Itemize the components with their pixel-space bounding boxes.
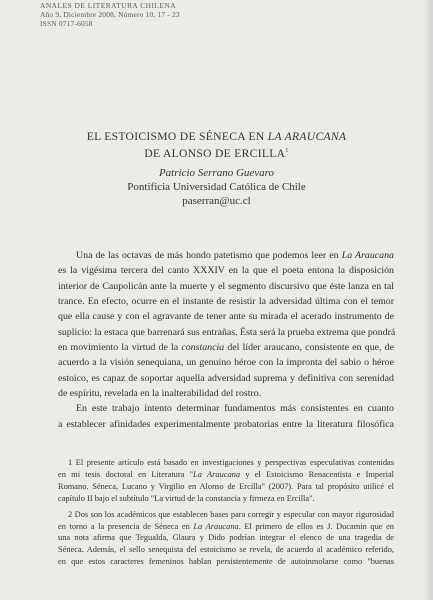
paragraph-2	[58, 401, 394, 432]
text-line	[58, 532, 394, 544]
journal-issn: ISSN 0717-6058	[40, 19, 93, 29]
footnotes	[58, 457, 394, 568]
text-segment: 1 El presente artículo está basado en investigaciones y perspectivas especulativas contenidas	[68, 458, 394, 467]
text-segment: . El primero de ellos es J. Ducamin que en	[238, 521, 394, 531]
article-title	[0, 130, 433, 161]
text-line	[58, 386, 394, 401]
text-line	[58, 248, 394, 263]
text-line	[58, 309, 394, 324]
text-line	[58, 340, 394, 355]
text-segment: es la vigésima tercera del canto XXXIV en la que el poeta entona la disposición	[58, 265, 394, 277]
footnote-1	[58, 457, 394, 505]
text-segment: trance. En efecto, ocurre en el instante de resistir la adversidad última con el temor	[58, 296, 394, 308]
text-segment: a establecer afinidades experimentalmente probatorias entre la literatura filosófica	[58, 418, 394, 430]
title-line-1	[0, 130, 433, 144]
author-name: Patricio Serrano Guevaro	[158, 167, 275, 179]
text-segment: Romano. Séneca, Lucano y Virgilio en Alonso de Ercilla" (2007). Para tal propósito utilicé el	[58, 481, 394, 491]
author-block	[0, 166, 433, 208]
text-segment: en torno a la presencia de Séneca en	[58, 521, 194, 531]
text-segment: estoico, es capaz de soportar aquella adversidad suprema y definitiva con serenidad	[58, 372, 394, 384]
text-segment: en movimiento la virtud de la	[58, 342, 182, 354]
text-line	[58, 544, 394, 556]
text-line	[58, 521, 394, 533]
title-italic-work: LA ARAUCANA	[267, 130, 347, 143]
text-line	[58, 556, 394, 568]
text-line	[58, 325, 394, 340]
paragraph-1	[58, 248, 394, 401]
italic-segment: constancia	[181, 342, 225, 354]
text-segment: del líder araucano, consistente en que, de	[224, 342, 394, 354]
text-line	[58, 493, 394, 505]
text-line	[58, 294, 394, 309]
text-segment: acuerdo a la visión senequiana, un genuino héroe con la impronta del sabio o héroe	[58, 357, 394, 369]
text-line	[58, 371, 394, 386]
journal-issue: Año 9, Diciembre 2008, Número 10, 17 - 23	[40, 10, 180, 20]
text-line	[58, 457, 394, 469]
text-line	[58, 509, 394, 521]
text-segment: En este trabajo intento determinar fundamentos más consistentes en cuanto	[76, 403, 394, 415]
text-segment: Séneca. Además, el sello senequista del estoicismo se revela, de acuerdo al académico referido,	[58, 545, 394, 555]
scan-shadow	[423, 0, 433, 600]
title-line-2-text: DE ALONSO DE ERCILLA	[144, 146, 286, 160]
text-line	[58, 355, 394, 370]
text-segment: de espíritu, revelada en la inalterabilidad del rostro.	[58, 388, 262, 400]
text-segment: en que estos caracteres femeninos hablan persistentemente de autoinmolarse como "buenas	[58, 557, 394, 567]
text-segment: Una de las octavas de más hondo patetismo que podemos leer en	[76, 250, 342, 261]
italic-segment: La Araucana	[341, 250, 394, 261]
text-line	[58, 481, 394, 493]
text-segment: que ella cause y con el agravante de tener ante su mirada el acerado instrumento de	[58, 311, 394, 323]
journal-header	[40, 1, 180, 29]
text-line	[58, 263, 394, 278]
text-segment: en mi tesis doctoral en Literatura "	[58, 469, 194, 479]
text-line	[58, 417, 394, 432]
text-line	[58, 401, 394, 416]
text-segment: 2 Dos son los académicos que establecen bases para corregir y especular con mayor rigurosidad	[68, 509, 394, 519]
text-segment: interior de Caupolicán ante la muerte y el segmento discursivo que éste lanza en tal	[58, 280, 394, 292]
journal-name: ANALES DE LITERATURA CHILENA	[40, 1, 177, 10]
text-segment: capítulo II bajo el subtítulo "La virtud de la constancia y firmeza en Ercilla".	[58, 493, 315, 503]
italic-segment: La Araucana	[193, 521, 239, 531]
author-email: paserran@uc.cl	[182, 195, 251, 207]
title-prefix: EL ESTOICISMO DE SÉNECA EN	[86, 130, 265, 143]
italic-segment: La Araucana	[193, 469, 241, 479]
text-segment: una nota afirma que Tegualda, Glaura y Dido podrían integrar el elenco de una tragedia de	[58, 533, 394, 543]
title-footnote-mark: 1	[285, 148, 289, 154]
author-affiliation: Pontificia Universidad Católica de Chile	[127, 181, 306, 193]
text-segment: suplicio: la estaca que barrenará sus entrañas. Ésta será la prueba extrema que pondrá	[58, 326, 396, 338]
text-segment: y el Estoicismo Renacentista e Imperial	[240, 469, 394, 479]
text-line	[58, 279, 394, 294]
footnote-2	[58, 509, 394, 569]
title-line-2	[0, 144, 433, 161]
text-line	[58, 469, 394, 481]
article-body	[58, 248, 394, 432]
